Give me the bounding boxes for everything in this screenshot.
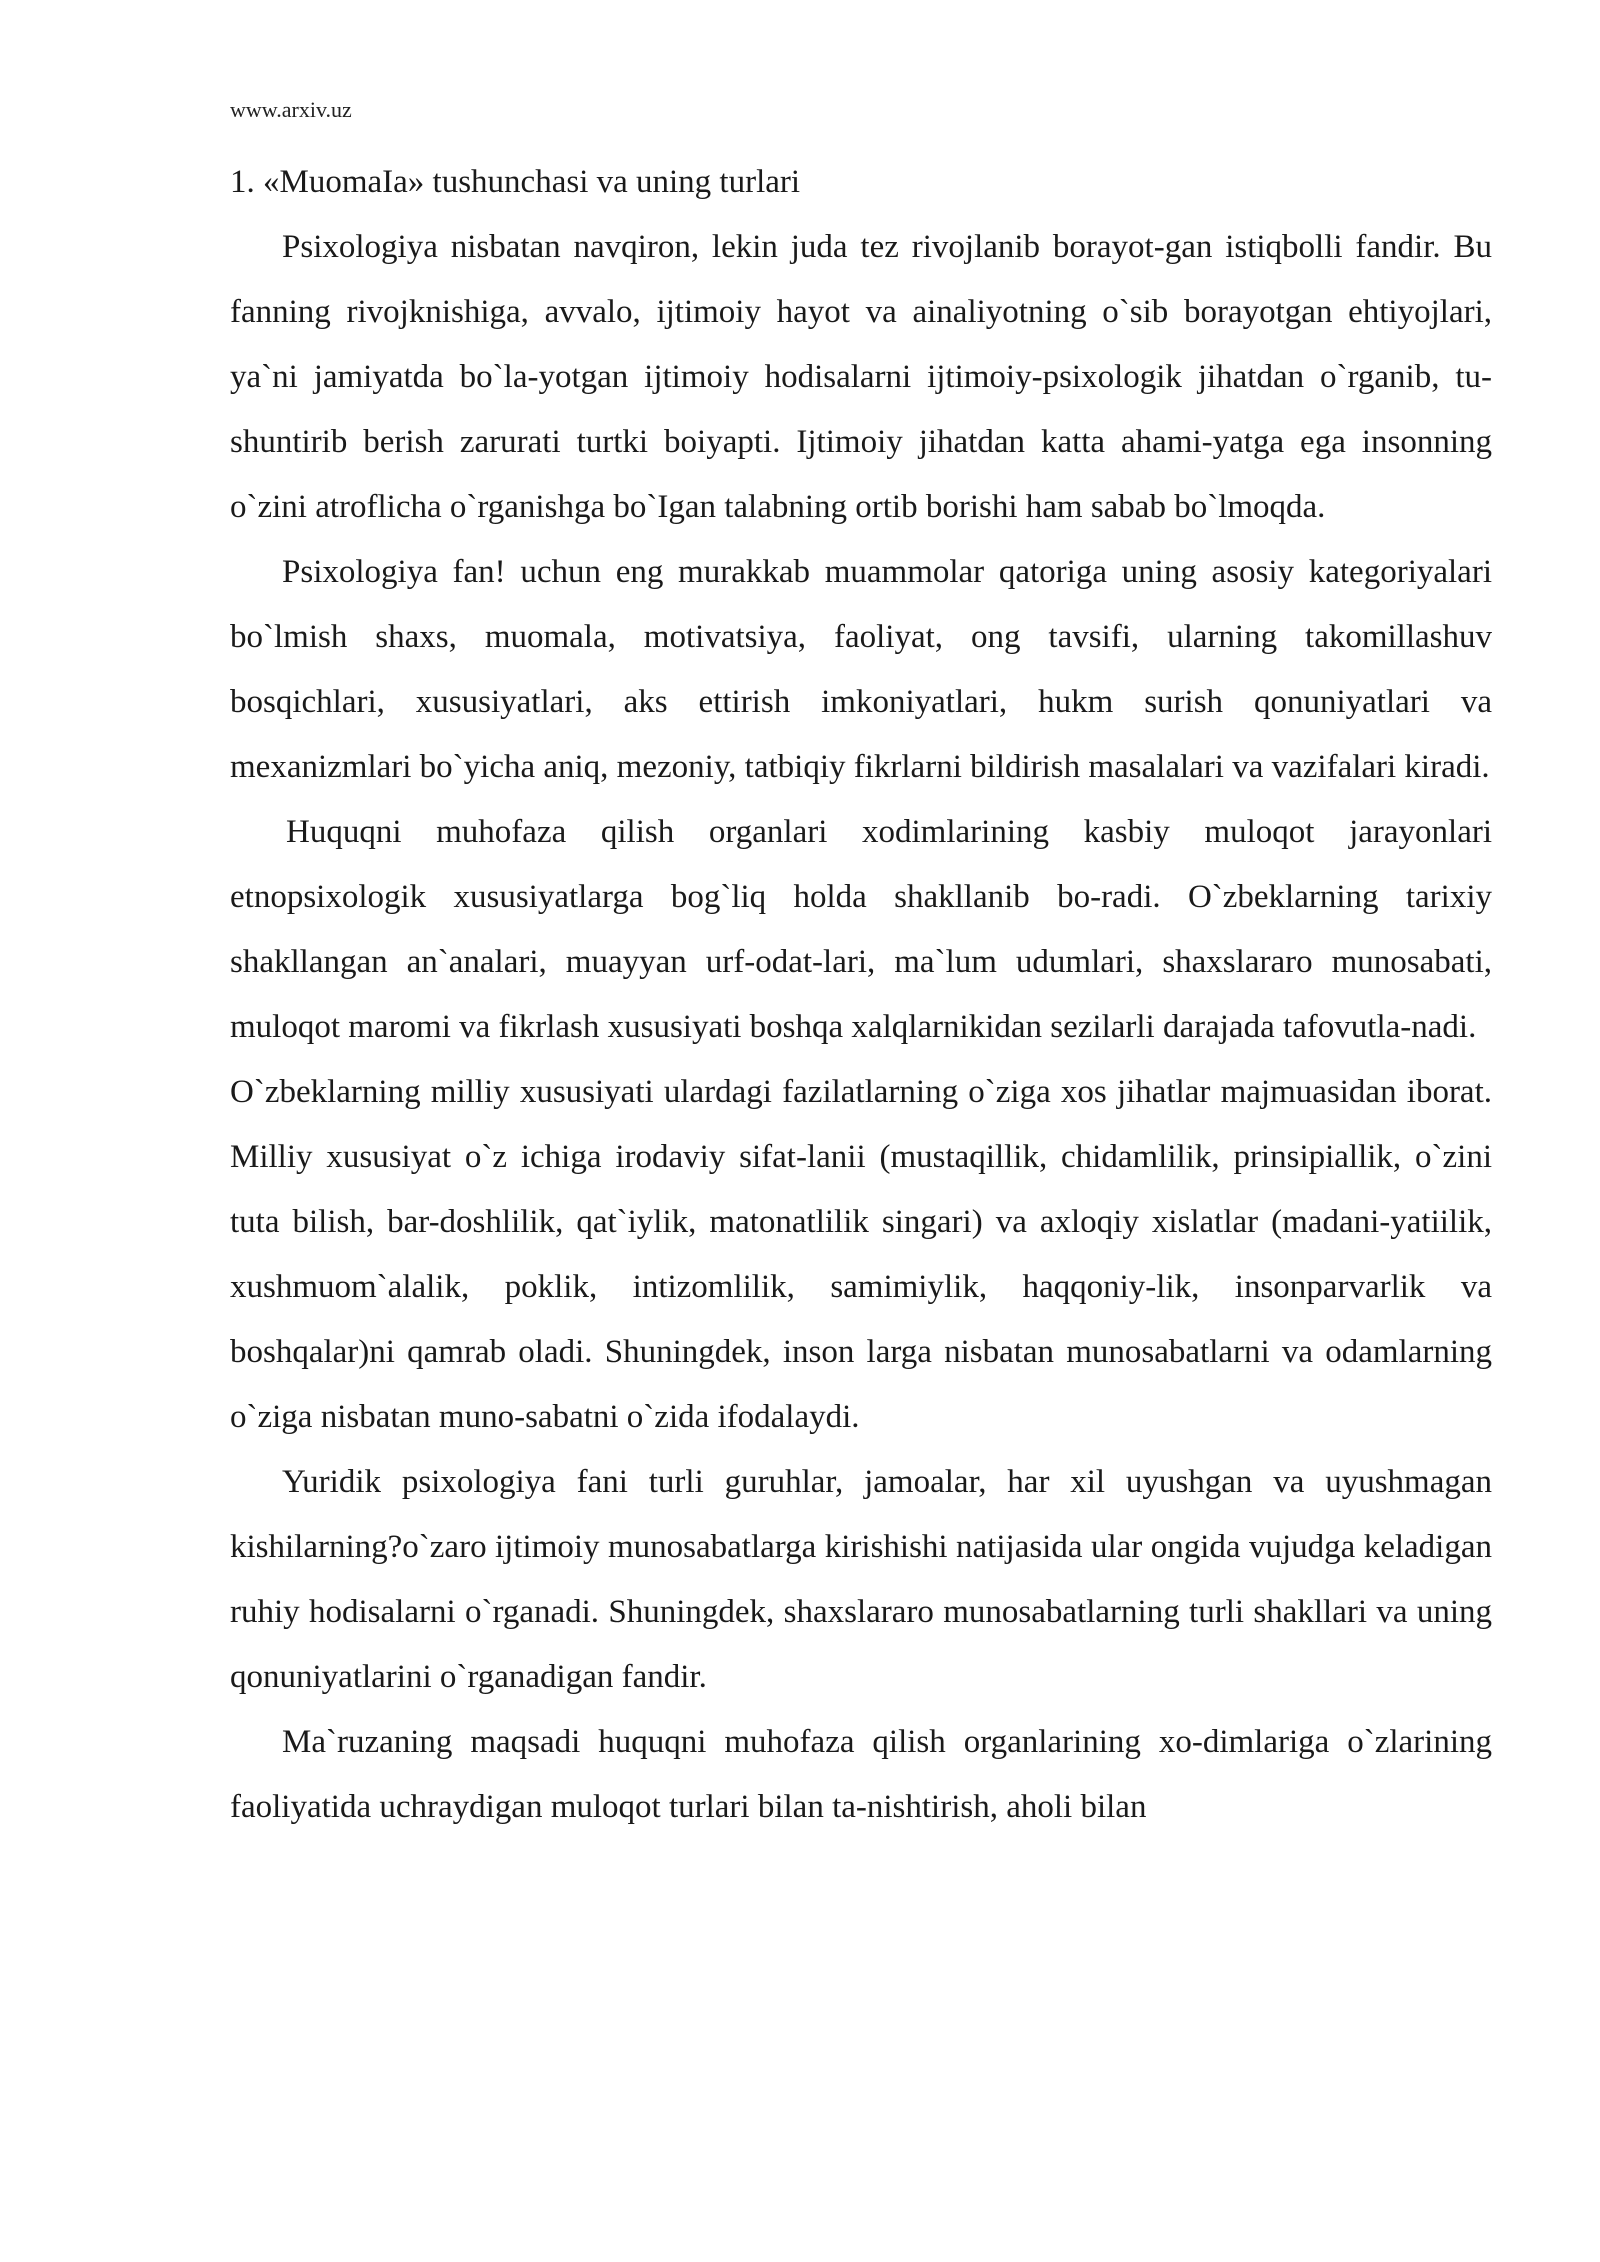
paragraph-3: Huquqni muhofaza qilish organlari xodimlarining kasbiy muloqot jarayonlari etnopsixologik xususiyatlarga bog`liq holda shakllanib bo-radi. O`zbeklarning tarixiy shakllangan an`analari, muayyan urf-odat-lari, ma`lum udumlari, shaxslararo munosabati, muloqot maromi va fikrlash xususiyati boshqa xalqlarnikidan sezilarli darajada tafovutla-nadi. <box>230 814 1492 1045</box>
paragraph-5: Yuridik psixologiya fani turli guruhlar, jamoalar, har xil uyushgan va uyushmagan kishilarning?o`zaro ijtimoiy munosabatlarga kirishishi natijasida ular ongida vujudga keladigan ruhiy hodisalarni o`rganadi. Shuningdek, shaxslararo munosabatlarning turli shakllari va uning qonuniyatlarini o`rganadigan fandir. <box>230 1464 1492 1695</box>
paragraph-4: O`zbeklarning milliy xususiyati ulardagi fazilatlarning o`ziga xos jihatlar majmuasidan iborat. Milliy xususiyat o`z ichiga irodaviy sifat-lanii (mustaqillik, chidamlilik, prinsipiallik, o`zini tuta bilish, bar-doshlilik, qat`iylik, matonatlilik singari) va axloqiy xislatlar (madani-yatiilik, xushmuom`alalik, poklik, intizomlilik, samimiylik, haqqoniy-lik, insonparvarlik va boshqalar)ni qamrab oladi. Shuningdek, inson larga nisbatan munosabatlarni va odamlarning o`ziga nisbatan muno-sabatni o`zida ifodalaydi. <box>230 1074 1492 1435</box>
paragraph-1: Psixologiya nisbatan navqiron, lekin juda tez rivojlanib borayot-gan istiqbolli fandir. Bu fanning rivojknishiga, avvalo, ijtimoiy hayot va ainaliyotning o`sib borayotgan ehtiyojlari, ya`ni jamiyatda bo`la-yotgan ijtimoiy hodisalarni ijtimoiy-psixologik jihatdan o`rganib, tu-shuntirib berish zarurati turtki boiyapti. Ijtimoiy jihatdan katta ahami-yatga ega insonning o`zini atroflicha o`rganishga bo`Igan talabning ortib borishi ham sabab bo`lmoqda. <box>230 229 1492 525</box>
section-heading: 1. «MuomaIa» tushunchasi va uning turlari <box>230 164 801 200</box>
site-url: www.arxiv.uz <box>230 97 352 122</box>
paragraph-6: Ma`ruzaning maqsadi huquqni muhofaza qilish organlarining xo-dimlariga o`zlarining faoliyatida uchraydigan muloqot turlari bilan ta-nishtirish, aholi bilan <box>230 1724 1492 1825</box>
paragraph-2: Psixologiya fan! uchun eng murakkab muammolar qatoriga uning asosiy kategoriyalari bo`lmish shaxs, muomala, motivatsiya, faoliyat, ong tavsifi, ularning takomillashuv bosqichlari, xususiyatlari, aks ettirish imkoniyatlari, hukm surish qonuniyatlari va mexanizmlari bo`yicha aniq, mezoniy, tatbiqiy fikrlarni bildirish masalalari va vazifalari kiradi. <box>230 554 1492 785</box>
document-body <box>230 150 1492 1840</box>
